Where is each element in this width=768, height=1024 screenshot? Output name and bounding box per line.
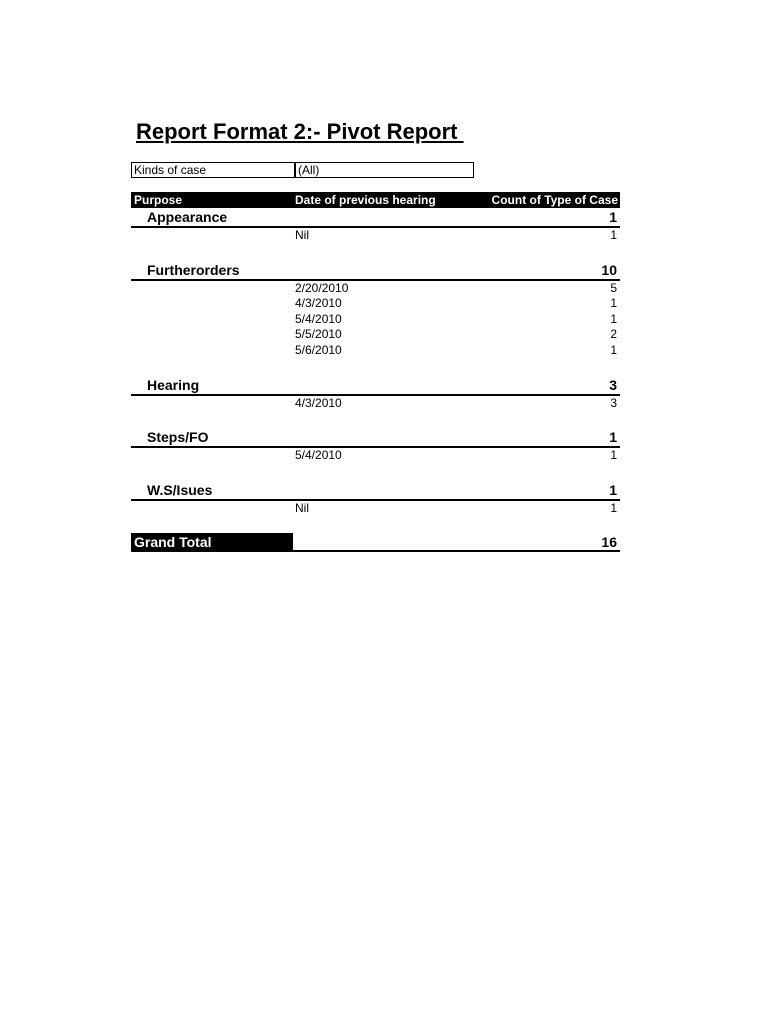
header-count: Count of Type of Case [491,193,618,207]
group-name: Hearing [147,376,200,393]
hearing-date: 5/4/2010 [295,311,342,326]
purpose-group [131,376,620,429]
table-row [131,448,620,464]
case-count: 5 [610,280,617,295]
report-title: Report Format 2:- Pivot Report [136,119,464,144]
case-count: 1 [610,296,617,311]
grand-total-label-cell [131,533,293,550]
group-name: Appearance [147,209,228,225]
hearing-date: 5/4/2010 [295,448,342,463]
group-spacer [131,411,620,428]
group-spacer [131,359,620,376]
grand-total-label: Grand Total [134,534,212,551]
table-row [131,343,620,359]
hearing-date: 4/3/2010 [295,296,342,311]
group-row [131,481,620,501]
group-row [131,261,620,281]
purpose-group [131,261,620,376]
header-date: Date of previous hearing [295,193,436,207]
case-count: 3 [610,395,617,410]
group-row [131,208,620,228]
hearing-date: 5/6/2010 [295,342,342,357]
grand-total-count: 16 [601,534,617,551]
group-row [131,376,620,396]
group-name: Steps/FO [147,429,209,446]
group-name: W.S/Isues [147,481,213,498]
kinds-of-case-filter[interactable] [131,162,474,178]
case-count: 2 [610,327,617,342]
group-count: 1 [609,209,617,225]
purpose-group [131,428,620,481]
group-name: Furtherorders [147,261,240,278]
table-row [131,327,620,343]
case-count: 1 [610,448,617,463]
hearing-date: Nil [295,228,309,242]
filter-value[interactable]: (All) [294,163,477,177]
hearing-date: Nil [295,500,309,515]
case-count: 1 [610,228,617,242]
pivot-table [131,192,620,552]
table-row [131,312,620,328]
case-count: 1 [610,500,617,515]
group-spacer [131,464,620,481]
hearing-date: 4/3/2010 [295,395,342,410]
group-count: 3 [609,376,617,393]
groups-container [131,208,620,533]
group-count: 1 [609,429,617,446]
table-row [131,281,620,297]
filter-label: Kinds of case [134,163,207,177]
table-row [131,396,620,412]
table-header [131,192,620,208]
case-count: 1 [610,342,617,357]
header-purpose: Purpose [134,193,183,207]
table-row [131,228,620,244]
table-row [131,296,620,312]
hearing-date: 2/20/2010 [295,280,349,295]
group-count: 10 [601,261,617,278]
group-row [131,428,620,448]
purpose-group [131,208,620,261]
grand-total-row [131,533,620,552]
hearing-date: 5/5/2010 [295,327,342,342]
group-spacer [131,244,620,261]
table-row [131,501,620,517]
group-count: 1 [609,481,617,498]
group-spacer [131,516,620,533]
case-count: 1 [610,311,617,326]
purpose-group [131,481,620,534]
